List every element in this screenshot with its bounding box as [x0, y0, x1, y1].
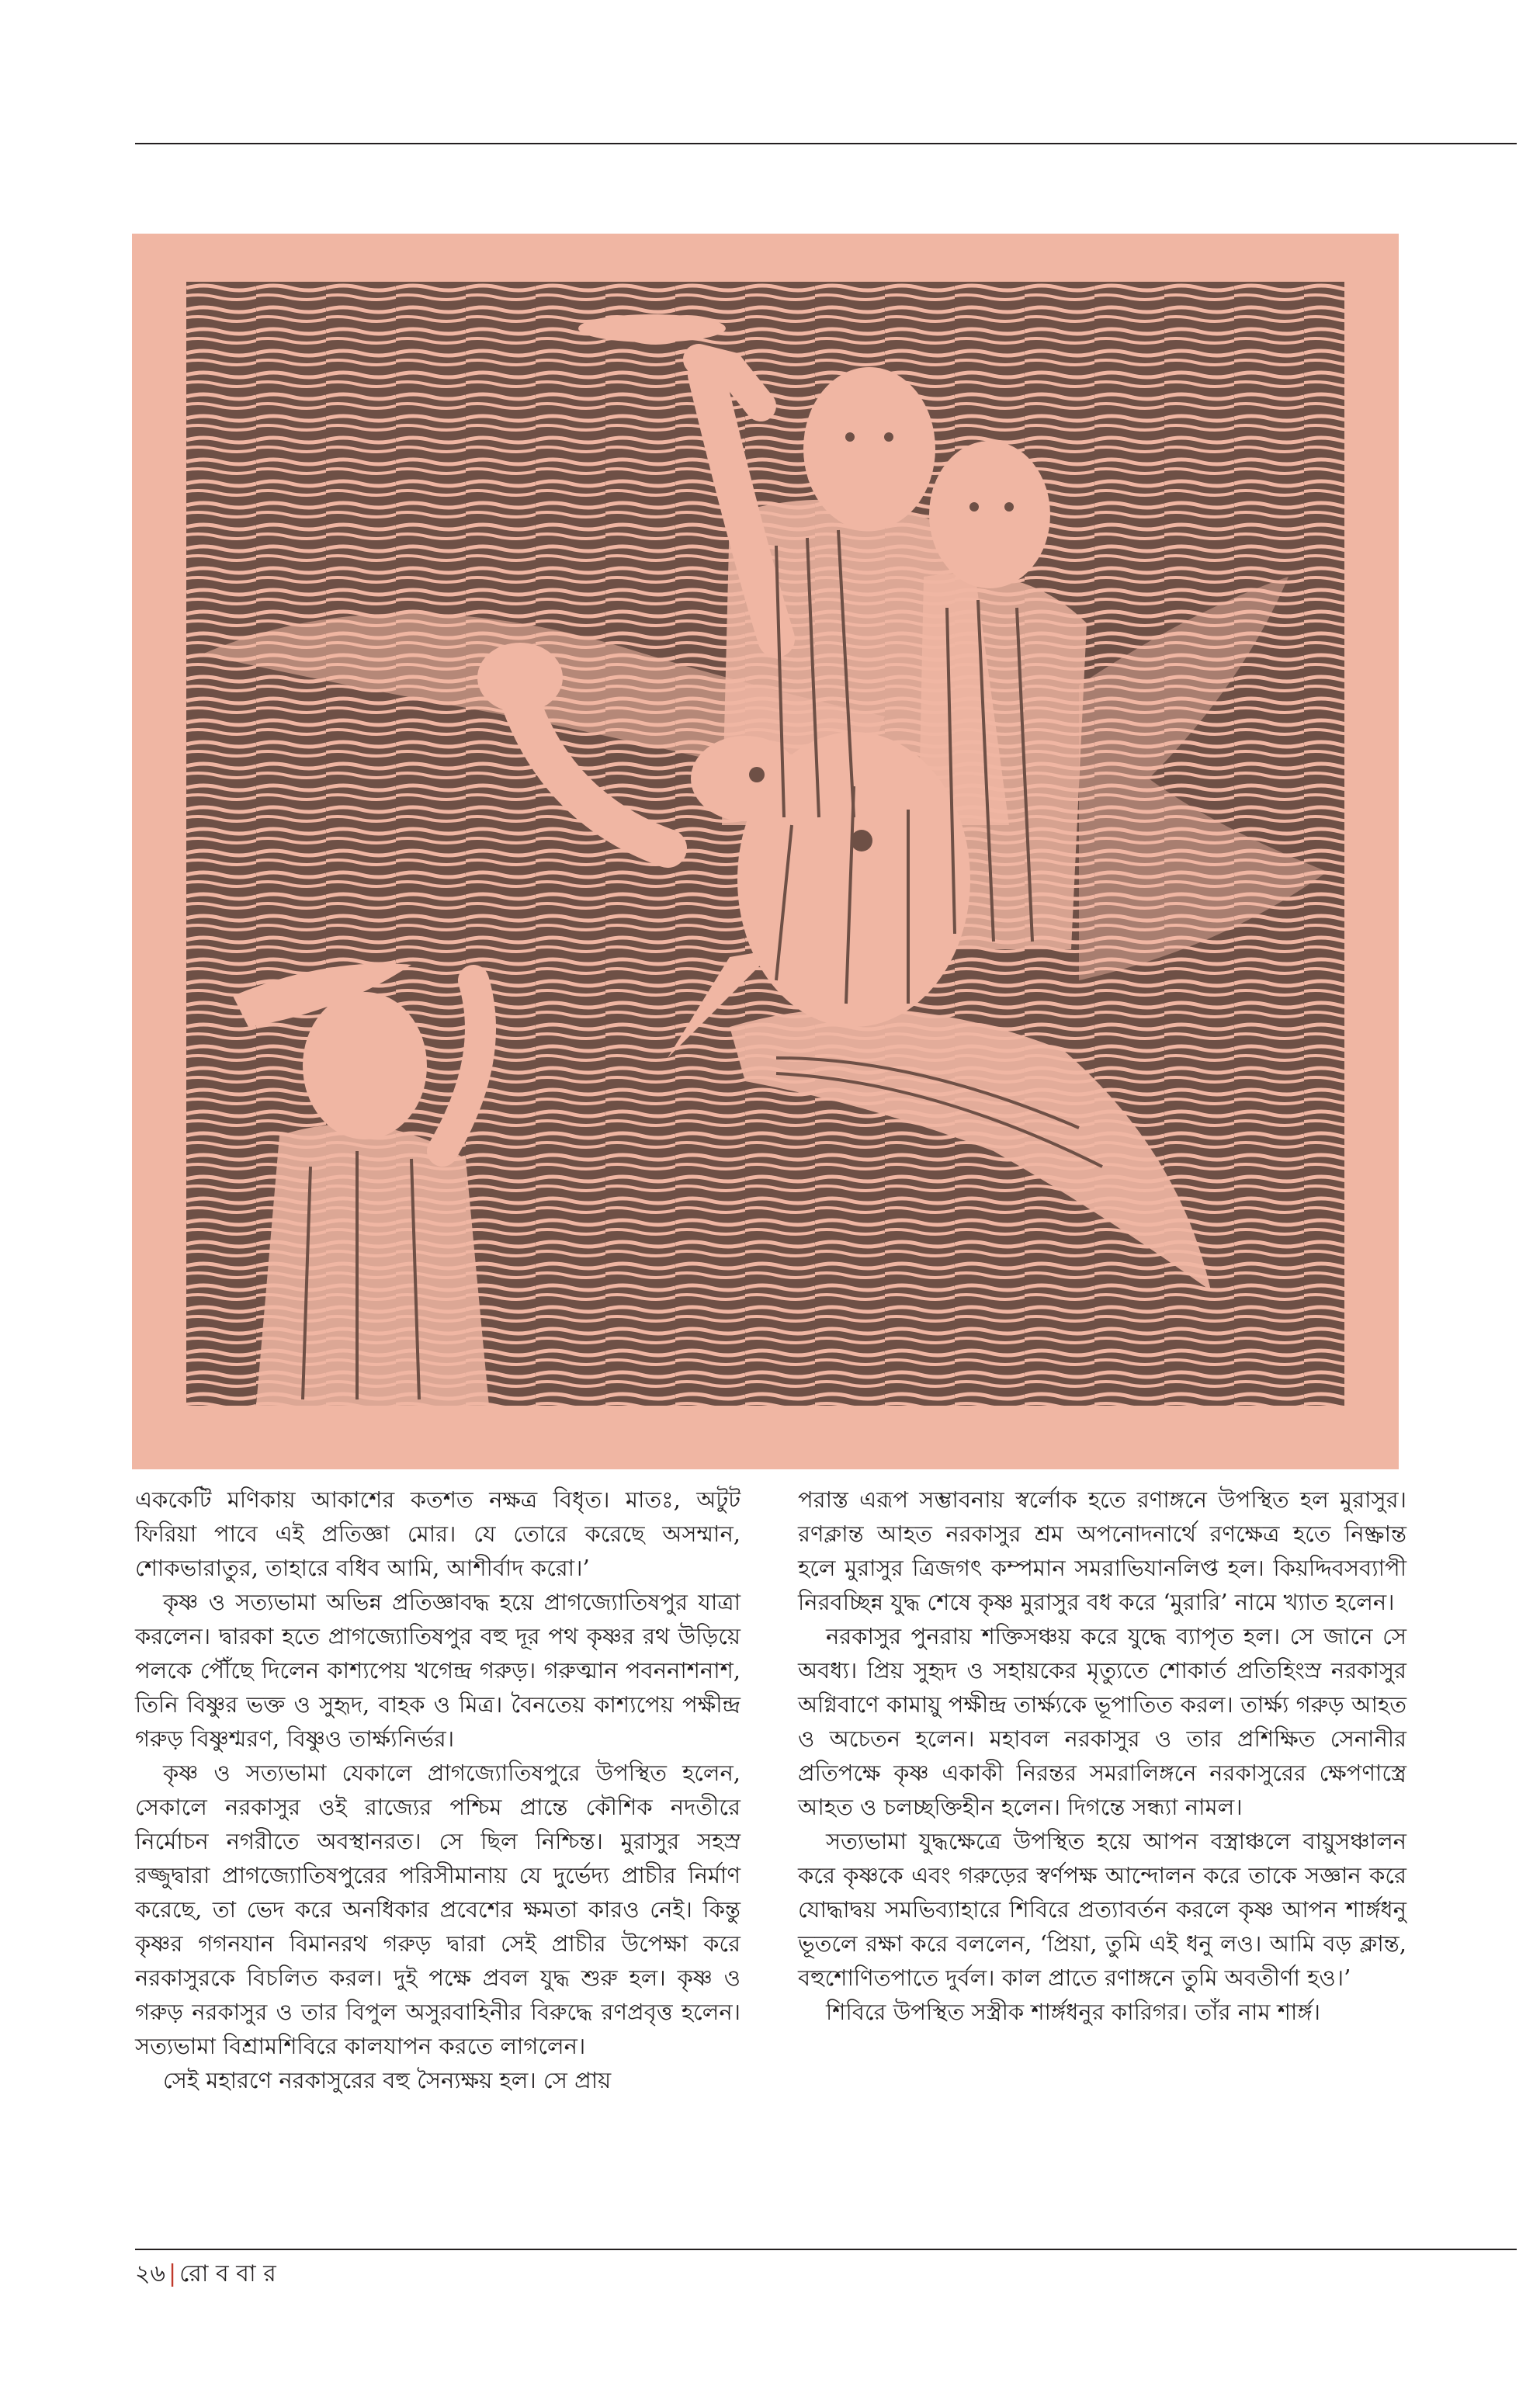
paragraph: পরাস্ত এরূপ সম্ভাবনায় স্বর্লোক হতে রণাঙ্গনে উপস্থিত হল মুরাসুর। রণক্লান্ত আহত নরকাসুর শ্রম অপনোদনার্থে রণক্ষেত্র হতে নিষ্ক্রান্ত হলে মুরাসুর ত্রিজগৎ কম্পমান সমরাভিযানলিপ্ত হল। কিয়দ্দিবসব্যাপী নিরবচ্ছিন্ন যুদ্ধ শেষে কৃষ্ণ মুরাসুর বধ করে ‘মুরারি’ নামে খ্যাত হলেন।: [798, 1486, 1406, 1615]
left-text-column: [135, 1483, 741, 2097]
bottom-rule: [135, 2249, 1517, 2250]
paragraph: কৃষ্ণ ও সত্যভামা অভিন্ন প্রতিজ্ঞাবদ্ধ হয়ে প্রাগজ্যোতিষপুর যাত্রা করলেন। দ্বারকা হতে প্রাগজ্যোতিষপুর বহু দূর পথ কৃষ্ণর রথ উড়িয়ে পলকে পৌঁছে দিলেন কাশ্যপেয় খগেন্দ্র গরুড়। গরুত্মান পবননাশনাশ, তিনি বিষ্ণুর ভক্ত ও সুহৃদ, বাহক ও মিত্র। বৈনতেয় কাশ্যপেয় পক্ষীন্দ্র গরুড় বিষ্ণুশ্মরণ, বিষ্ণুও তার্ক্ষ্যনির্ভর।: [135, 1589, 741, 1752]
battle-scene-drawing: [186, 282, 1344, 1406]
right-text-column: [798, 1483, 1406, 2029]
page-number: ২৬: [135, 2260, 166, 2287]
paragraph: কৃষ্ণ ও সত্যভামা যেকালে প্রাগজ্যোতিষপুরে উপস্থিত হলেন, সেকালে নরকাসুর ওই রাজ্যের পশ্চিম প্রান্তে কৌশিক নদতীরে নির্মোচন নগরীতে অবস্থানরত। সে ছিল নিশ্চিন্ত। মুরাসুর সহস্র রজ্জুদ্বারা প্রাগজ্যোতিষপুরের পরিসীমানায় যে দুর্ভেদ্য প্রাচীর নির্মাণ করেছে, তা ভেদ করে অনধিকার প্রবেশের ক্ষমতা কারও নেই। কিন্তু কৃষ্ণর গগনযান বিমানরথ গরুড় দ্বারা সেই প্রাচীর উপেক্ষা করে নরকাসুরকে বিচলিত করল। দুই পক্ষে প্রবল যুদ্ধ শুরু হল। কৃষ্ণ ও গরুড় নরকাসুর ও তার বিপুল অসুরবাহিনীর বিরুদ্ধে রণপ্রবৃত্ত হলেন। সত্যভামা বিশ্রামশিবিরে কালযাপন করতে লাগলেন।: [135, 1760, 741, 2059]
magazine-name: রো ব বা র: [179, 2260, 276, 2287]
woodcut-illustration: [132, 234, 1399, 1469]
top-rule: [135, 143, 1517, 144]
paragraph: শিবিরে উপস্থিত সস্ত্রীক শার্ঙ্গধনুর কারিগর। তাঁর নাম শার্ঙ্গ।: [826, 1999, 1320, 2025]
paragraph: নরকাসুর পুনরায় শক্তিসঞ্চয় করে যুদ্ধে ব্যাপৃত হল। সে জানে সে অবধ্য। প্রিয় সুহৃদ ও সহায়কের মৃত্যুতে শোকার্ত প্রতিহিংস্র নরকাসুর অগ্নিবাণে কামায়ু পক্ষীন্দ্র তার্ক্ষ্যকে ভূপাতিত করল। তার্ক্ষ্য গরুড় আহত ও অচেতন হলেন। মহাবল নরকাসুর ও তার প্রশিক্ষিত সেনানীর প্রতিপক্ষে কৃষ্ণ একাকী নিরন্তর সমরালিঙ্গনে নরকাসুরের ক্ষেপণাস্ত্রে আহত ও চলচ্ছক্তিহীন হলেন। দিগন্তে সন্ধ্যা নামল।: [798, 1623, 1406, 1820]
paragraph: সেই মহারণে নরকাসুরের বহু সৈন্যক্ষয় হল। সে প্রায়: [163, 2067, 612, 2093]
page-footer: [135, 2259, 276, 2290]
paragraph: এককেটি মণিকায় আকাশের কতশত নক্ষত্র বিধৃত। মাতঃ, অটুট ফিরিয়া পাবে এই প্রতিজ্ঞা মোর। যে তোরে করেছে অসম্মান, শোকভারাতুর, তাহারে বধিব আমি, আশীর্বাদ করো।’: [135, 1486, 741, 1581]
folio-separator: |: [168, 2260, 177, 2287]
paragraph: সত্যভামা যুদ্ধক্ষেত্রে উপস্থিত হয়ে আপন বস্ত্রাঞ্চলে বায়ুসঞ্চালন করে কৃষ্ণকে এবং গরুড়ের স্বর্ণপক্ষ আন্দোলন করে তাকে সজ্ঞান করে যোদ্ধাদ্বয় সমভিব্যাহারে শিবিরে প্রত্যাবর্তন করলে কৃষ্ণ আপন শার্ঙ্গধনু ভূতলে রক্ষা করে বললেন, ‘প্রিয়া, তুমি এই ধনু লও। আমি বড় ক্লান্ত, বহুশোণিতপাতে দুর্বল। কাল প্রাতে রণাঙ্গনে তুমি অবতীর্ণা হও।’: [798, 1828, 1406, 1991]
